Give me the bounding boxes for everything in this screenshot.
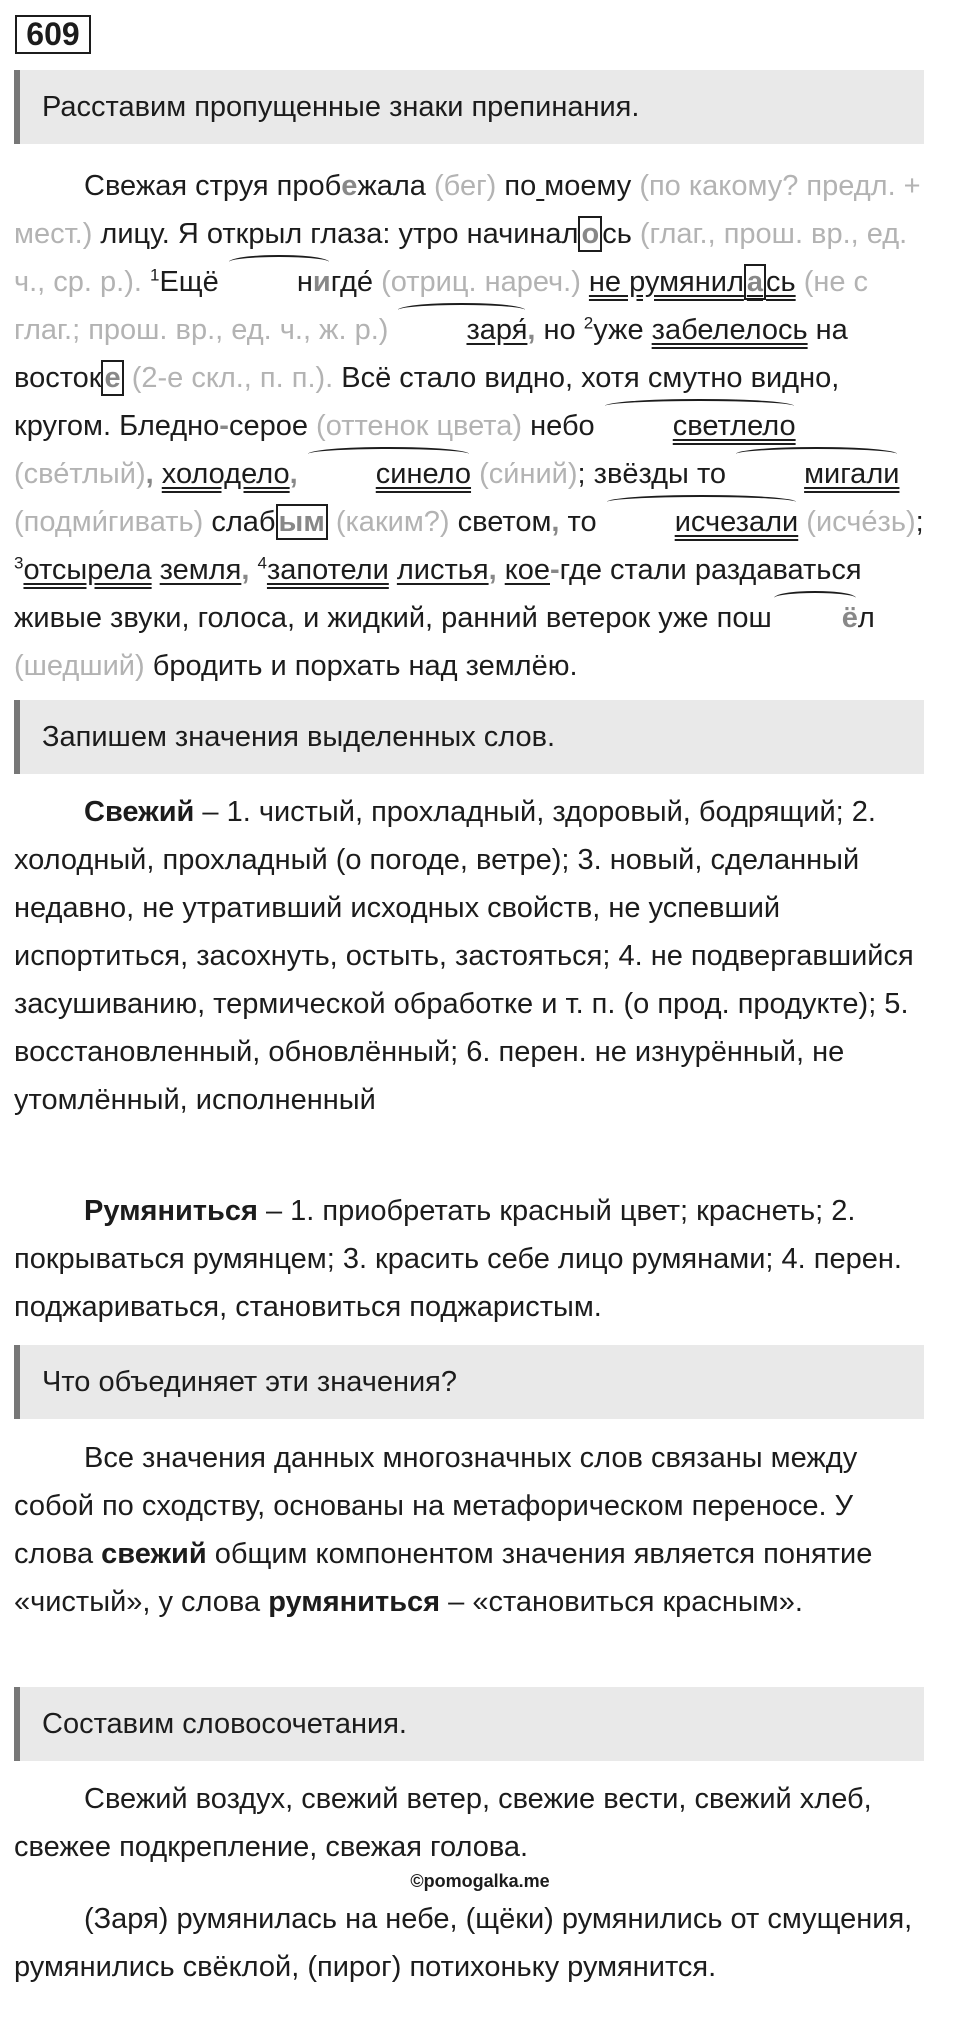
- predicate: забелелось: [651, 314, 808, 346]
- text-run: лицу. Я открыл глаза: утро начинал: [100, 218, 579, 250]
- inserted-punctuation: ,: [527, 314, 536, 346]
- ending-box: о: [578, 216, 602, 252]
- section-header-what-unites: Что объединяет эти значения?: [14, 1345, 924, 1419]
- definition-svezhiy: [14, 788, 934, 1124]
- inserted-punctuation: ,: [488, 554, 497, 586]
- vowel-highlight: е: [341, 170, 358, 202]
- text-run: серое: [228, 410, 308, 442]
- text-run: ; звёзды то: [577, 458, 727, 490]
- text-run: небо: [530, 410, 595, 442]
- main-text: [14, 162, 934, 690]
- inserted-hyphen: -: [550, 554, 560, 586]
- definition-text: – 1. чистый, прохладный, здоровый, бодрящий; 2. холодный, прохладный (о погоде, ветре); 3. новый, сделанный недавно, не утративший исходных свойств, не успевший испортиться, засохнуть, остыть, застояться; 4. не подвергавшийся засушиванию, термической обработке и т. п. (о прод. продукте); 5. восстановленный, обновлённый; 6. перен. не изнурённый, не утомлённый, исполненный: [14, 796, 914, 1116]
- vowel-highlight: ё: [841, 602, 858, 634]
- grammar-note: (подми́гивать): [14, 506, 204, 538]
- root-arc: [227, 258, 331, 306]
- text-run: не румянил: [588, 266, 744, 298]
- text-run: бродить и порхать над землёю.: [152, 650, 578, 682]
- inserted-punctuation: ,: [551, 506, 560, 538]
- definition-term: Свежий: [84, 796, 195, 828]
- text-run: кое: [504, 554, 550, 586]
- text-run: где́: [330, 266, 374, 298]
- vowel-highlight: и: [312, 266, 331, 298]
- text-run: Всё стало видно, хотя смутно видно, кругом. Бледно: [14, 362, 840, 442]
- section-header-punctuation: Расставим пропущенные знаки препинания.: [14, 70, 924, 144]
- text-run: Ещё: [159, 266, 219, 298]
- text-run: то: [567, 506, 597, 538]
- grammar-note: (глаг., прош. вр., ед. ч., ср. р.).: [14, 218, 908, 298]
- section-header-phrases: Составим словосочетания.: [14, 1687, 924, 1761]
- grammar-note: (бег): [434, 170, 497, 202]
- definition-text: – 1. приобретать красный цвет; краснеть; 2. покрываться румянцем; 3. красить себе лицо румянами; 4. перен. поджариваться, становиться поджаристым.: [14, 1195, 902, 1323]
- predicate: мигали: [734, 450, 899, 498]
- grammar-note: (оттенок цвета): [316, 410, 523, 442]
- grammar-note: (све́тлый): [14, 458, 146, 490]
- predicate: отсырела: [23, 554, 152, 586]
- text-run: но: [543, 314, 576, 346]
- inserted-punctuation: ,: [145, 458, 154, 490]
- task-number: 609: [15, 15, 91, 54]
- inserted-punctuation: ,: [241, 554, 250, 586]
- grammar-note: (си́ний): [479, 458, 578, 490]
- text-run: Все значения данных многозначных слов связаны между собой по сходству, основаны на метафорическом переносе. У слова: [14, 1442, 858, 1570]
- grammar-note: (по какому? предл. + мест.): [14, 170, 921, 250]
- ending-box: а: [744, 264, 766, 300]
- grammar-note: (шедший): [14, 650, 145, 682]
- inserted-hyphen: -: [219, 410, 229, 442]
- text-run: общим компонентом значения является понятие «чистый», у слова: [14, 1538, 873, 1618]
- predicate: [589, 264, 796, 300]
- clause-number: 1: [150, 265, 160, 285]
- subject: земля: [159, 554, 242, 586]
- definition-rumyanitsya: [14, 1187, 934, 1331]
- phrases-rumyanitsya: (Заря) румянилась на небе, (щёки) румянились от смущения, румянились свёклой, (пирог) потихоньку румянится.: [14, 1903, 913, 1983]
- text-run: сь: [602, 218, 632, 250]
- bold-word: румяниться: [268, 1586, 441, 1618]
- grammar-note: (не с глаг.; прош. вр., ед. ч., ж. р.): [14, 266, 869, 346]
- text-run: ;: [915, 506, 924, 538]
- grammar-note: (2-е скл., п. п.).: [131, 362, 334, 394]
- text-run: – «становиться красным».: [440, 1586, 803, 1618]
- predicate: холодело: [161, 458, 290, 490]
- text-run: слаб: [211, 506, 276, 538]
- grammar-note: (отриц. нареч.): [381, 266, 581, 298]
- text-run: светом: [457, 506, 552, 538]
- predicate: синело: [306, 450, 471, 498]
- text-run: уже: [593, 314, 644, 346]
- root-arc: [772, 594, 858, 642]
- ending-box: ым: [276, 504, 328, 540]
- text-run: моему: [544, 170, 632, 202]
- subject: листья: [396, 554, 489, 586]
- text-run: где стали раздаваться живые звуки, голоса, и жидкий, ранний ветерок уже пош: [14, 554, 862, 634]
- bold-word: свежий: [101, 1538, 207, 1570]
- clause-number: 3: [14, 553, 24, 573]
- grammar-note: (исче́зь): [806, 506, 916, 538]
- predicate: исчезали: [605, 498, 799, 546]
- watermark: ©pomogalka.me: [410, 1871, 550, 1891]
- section-header-meanings: Запишем значения выделенных слов.: [14, 700, 924, 774]
- definition-term: Румяниться: [84, 1195, 258, 1227]
- text-run: н: [296, 266, 313, 298]
- ending-box: е: [101, 360, 123, 396]
- unite-paragraph: [14, 1434, 934, 1626]
- text-run: л: [857, 602, 875, 634]
- text-run: сь: [766, 266, 796, 298]
- text-run: Свежая струя проб: [84, 170, 342, 202]
- subject: заря́: [396, 306, 527, 354]
- text-run: на восток: [14, 314, 848, 394]
- predicate: запотели: [266, 554, 389, 586]
- phrases-svezhiy: Свежий воздух, свежий ветер, свежие вести, свежий хлеб, свежее подкрепление, свежая голова.: [14, 1783, 872, 1863]
- grammar-note: (каким?): [335, 506, 450, 538]
- predicate: светлело: [603, 402, 796, 450]
- text-run: жала: [357, 170, 426, 202]
- clause-number: 2: [583, 313, 594, 333]
- clause-number: 4: [257, 553, 267, 573]
- text-run: по: [504, 170, 537, 202]
- inserted-punctuation: ,: [289, 458, 298, 490]
